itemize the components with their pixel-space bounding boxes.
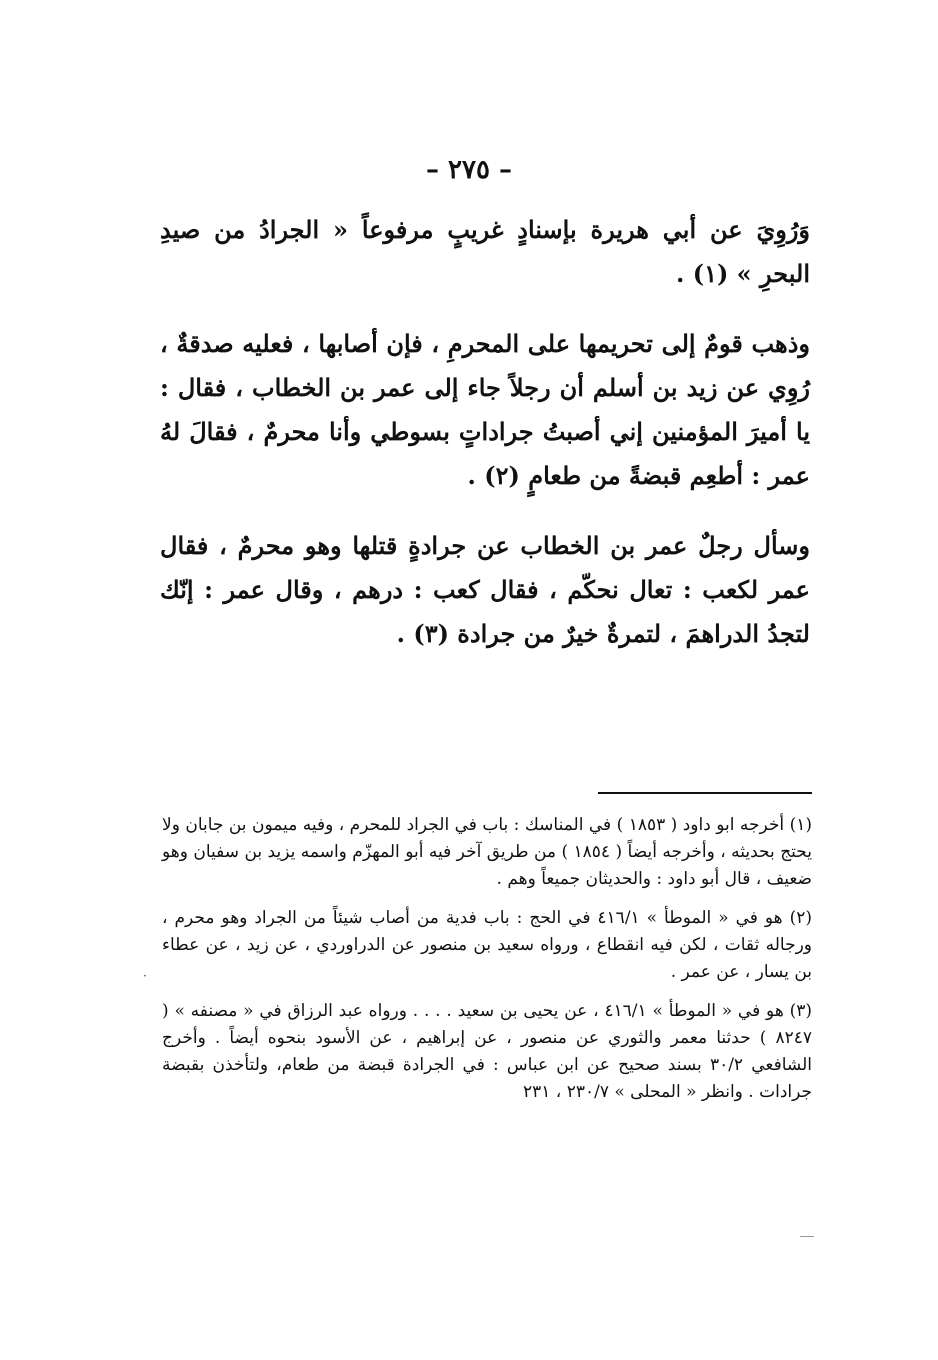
bottom-dash xyxy=(800,1236,814,1237)
main-text xyxy=(160,208,810,682)
footnote-2: (٢) هو في « الموطأ » ٤١٦/١ في الحج : باب فدية من أصاب شيئاً من الجراد وهو محرم ، ورجاله ثقات ، لكن فيه انقطاع ، ورواه سعيد بن منصور عن الدراوردي ، عن زيد ، عن عطاء بن يسار ، عن عمر . xyxy=(162,908,813,982)
footnote-3: (٣) هو في « الموطأ » ٤١٦/١ ، عن يحيى بن سعيد . . . . ورواه عبد الرزاق في « مصنفه » ( ٨٢٤٧ ) حدثنا معمر والثوري عن منصور ، عن إبراهيم ، عن الأسود بنحوه أيضاً . وأخرج الشافعي ٣٠/٢ بسند صحيح عن ابن عباس : في الجرادة قبضة من طعام، ولتأخذن بقبضة جرادات . وانظر « المحلى » ٢٣٠/٧ ، ٢٣١ xyxy=(162,1001,813,1102)
paragraph-1: وَرُوِيَ عن أبي هريرة بإسنادٍ غريبٍ مرفوعاً « الجرادُ من صيدِ البحرِ » (١) . xyxy=(160,215,810,288)
footnote-separator xyxy=(598,792,812,794)
paragraph-2: وذهب قومٌ إلى تحريمها على المحرمِ ، فإن أصابها ، فعليه صدقةٌ ، رُوِي عن زيد بن أسلم أن رجلاً جاء إلى عمر بن الخطاب ، فقال : يا أميرَ المؤمنين إني أصبتُ جراداتٍ بسوطي وأنا محرمٌ ، فقالَ لهُ عمر : أطعِم قبضةً من طعامٍ (٢) . xyxy=(160,329,810,490)
page-number: – ٢٧٥ – xyxy=(425,155,513,185)
footnotes-section xyxy=(162,812,812,1118)
paragraph-3: وسأل رجلٌ عمر بن الخطاب عن جرادةٍ قتلها وهو محرمٌ ، فقال عمر لكعب : تعال نحكّم ، فقال كعب : درهم ، وقال عمر : إنّك لتجدُ الدراهمَ ، لتمرةٌ خيرٌ من جرادة (٣) . xyxy=(160,531,811,648)
footnote-1: (١) أخرجه ابو داود ( ١٨٥٣ ) في المناسك : باب في الجراد للمحرم ، وفيه ميمون بن جابان ولا يحتج بحديثه ، وأخرجه أيضاً ( ١٨٥٤ ) من طريق آخر فيه أبو المهزّم واسمه يزيد بن سفيان وهو ضعيف ، قال أبو داود : والحديثان جميعاً وهم . xyxy=(162,815,813,889)
margin-dot: · xyxy=(143,969,147,983)
